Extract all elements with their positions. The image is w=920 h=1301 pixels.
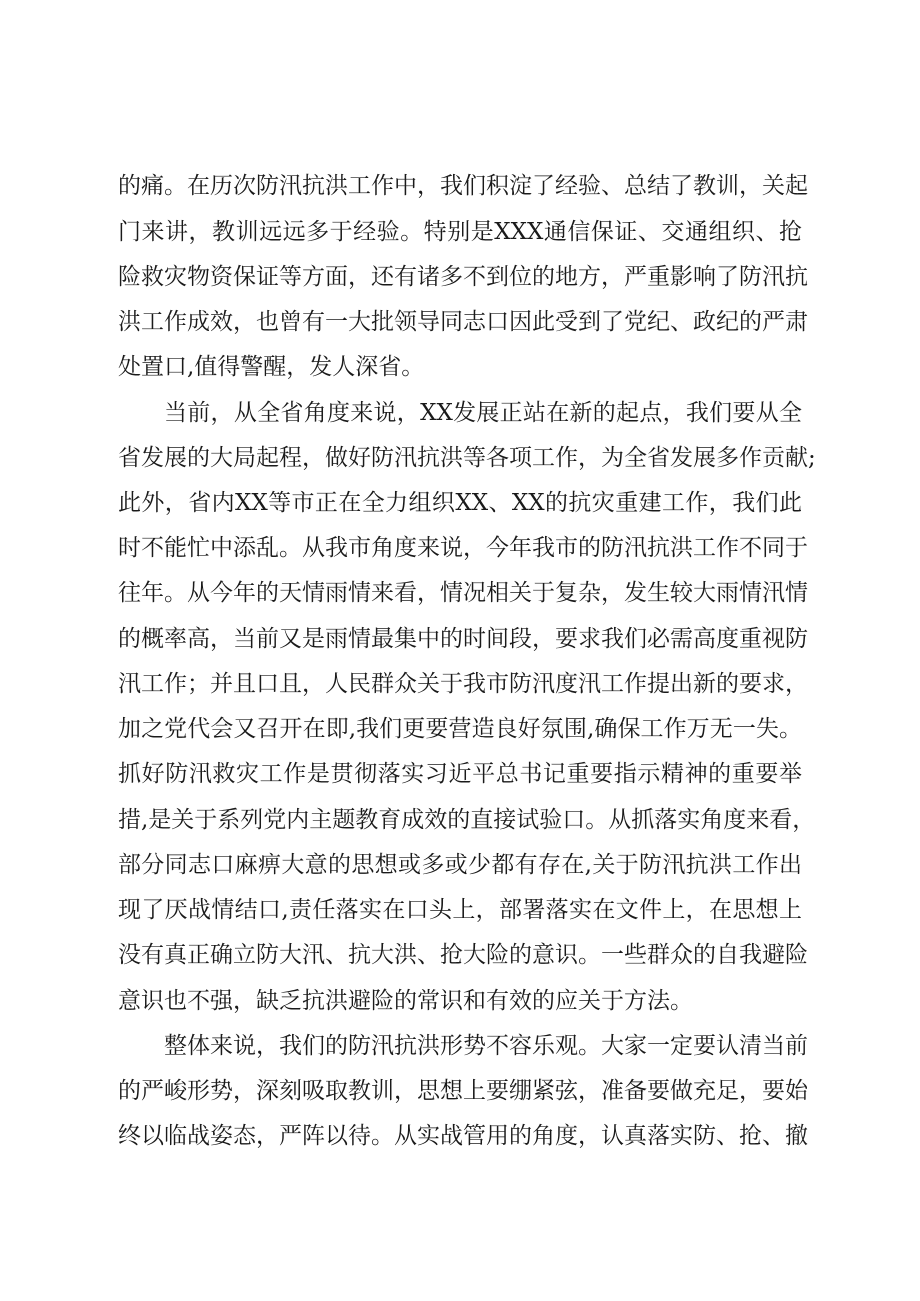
paragraph-2-line-5: 往年。从今年的天情雨情来看，情况相关于复杂，发生较大雨情汛情 <box>118 580 808 606</box>
paragraph-1-line-5: 处置口,值得警醒，发人深省。 <box>118 354 425 380</box>
paragraph-2-line-3: 此外，省内XX等市正在全力组织XX、XX的抗灾重建工作，我们此 <box>118 490 802 516</box>
paragraph-2-line-1: 当前，从全省角度来说，XX发展正站在新的起点，我们要从全 <box>164 400 802 426</box>
paragraph-2-line-2: 省发展的大局起程，做好防汛抗洪等各项工作，为全省发展多作贡献; <box>118 445 816 471</box>
paragraph-2-line-13: 没有真正确立防大汛、抗大洪、抢大险的意识。一些群众的自我避险 <box>118 942 808 968</box>
paragraph-2-line-4: 时不能忙中添乱。从我市角度来说，今年我市的防汛抗洪工作不同于 <box>118 535 808 561</box>
paragraph-1-line-1: 的痛。在历次防汛抗洪工作中，我们积淀了经验、总结了教训，关起 <box>118 173 808 199</box>
paragraph-3-line-1: 整体来说，我们的防汛抗洪形势不容乐观。大家一定要认清当前 <box>164 1033 808 1059</box>
paragraph-3-line-3: 终以临战姿态，严阵以待。从实战管用的角度，认真落实防、抢、撤 <box>118 1123 808 1149</box>
paragraph-1-line-3: 险救灾物资保证等方面，还有诸多不到位的地方，严重影响了防汛抗 <box>118 264 808 290</box>
paragraph-1-line-4: 洪工作成效，也曾有一大批领导同志口因此受到了党纪、政纪的严肃 <box>118 309 808 335</box>
paragraph-2-line-9: 抓好防汛救灾工作是贯彻落实习近平总书记重要指示精神的重要举 <box>118 761 802 787</box>
paragraph-2-line-7: 汛工作；并且口且，人民群众关于我市防汛度汛工作提出新的要求， <box>118 671 808 697</box>
paragraph-3-line-2: 的严峻形势，深刻吸取教训，思想上要绷紧弦，准备要做充足，要始 <box>118 1078 808 1104</box>
paragraph-2-line-8: 加之党代会又召开在即,我们更要营造良好氛围,确保工作万无一失。 <box>118 716 802 742</box>
paragraph-2-line-10: 措,是关于系列党内主题教育成效的直接试验口。从抓落实角度来看， <box>118 807 816 833</box>
paragraph-2-line-11: 部分同志口麻痹大意的思想或多或少都有存在,关于防汛抗洪工作出 <box>118 852 802 878</box>
paragraph-2-line-6: 的概率高，当前又是雨情最集中的时间段，要求我们必需高度重视防 <box>118 626 808 652</box>
paragraph-2-line-12: 现了厌战情结口,责任落实在口头上，部署落实在文件上，在思想上 <box>118 897 802 923</box>
paragraph-1-line-2: 门来讲，教训远远多于经验。特别是XXX通信保证、交通组织、抢 <box>118 219 802 245</box>
paragraph-2-line-14: 意识也不强，缺乏抗洪避险的常识和有效的应关于方法。 <box>118 988 693 1014</box>
